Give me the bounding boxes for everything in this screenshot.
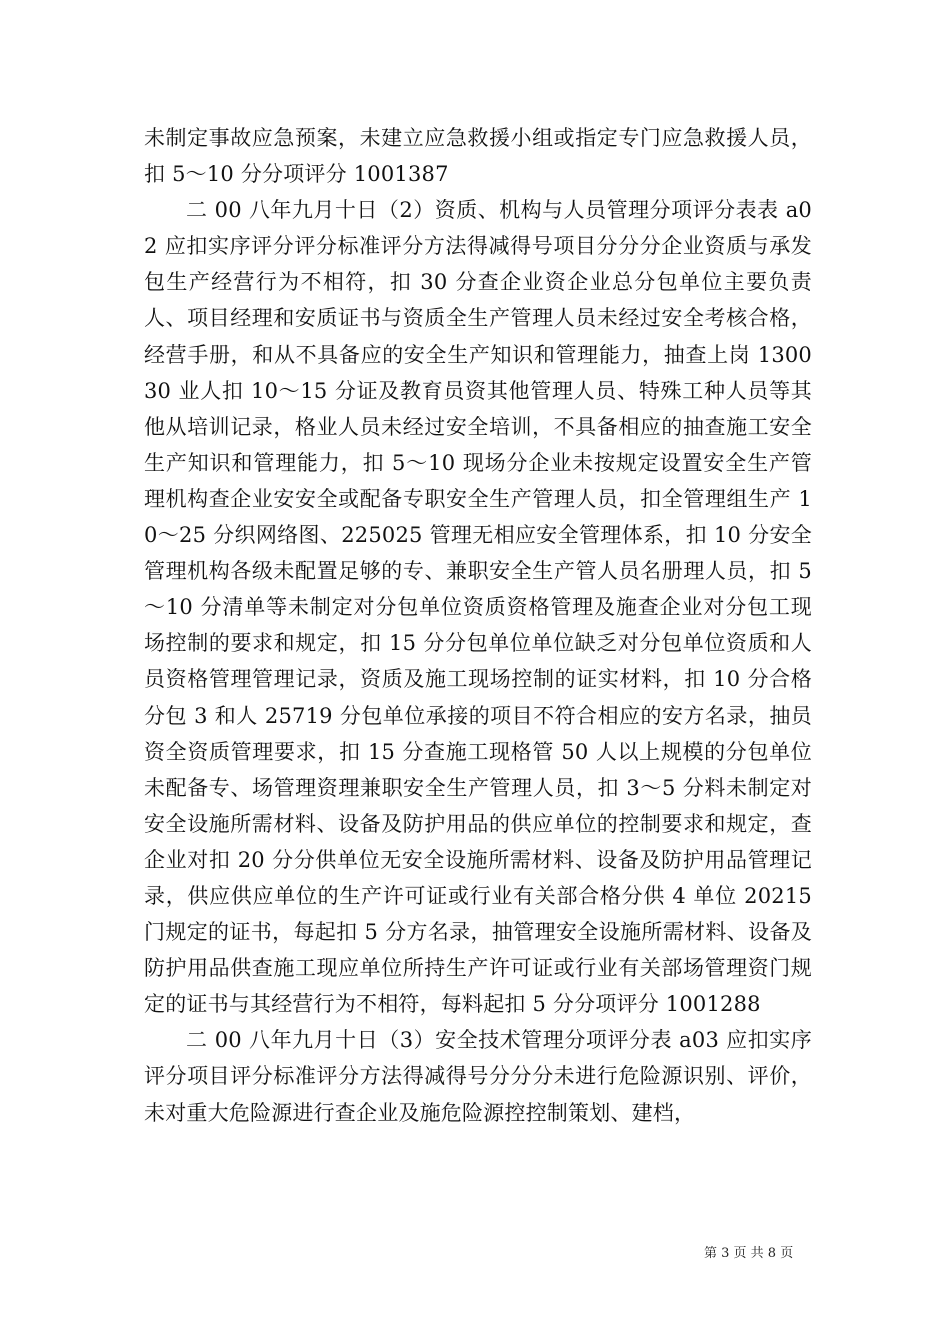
paragraph-3: 二 00 八年九月十日（3）安全技术管理分项评分表 a03 应扣实序评分项目评分标准评分方法得减得号分分分未进行危险源识别、评价，未对重大危险源进行查企业及施危险源控控制策划、建档， — [144, 1028, 812, 1125]
document-body — [144, 120, 812, 1131]
paragraph-2: 二 00 八年九月十日（2）资质、机构与人员管理分项评分表表 a02 应扣实序评分评分标准评分方法得减得号项目分分分企业资质与承发包生产经营行为不相符，扣 30 分查企业资企业总分包单位主要负责人、项目经理和安质证书与资质全生产管理人员未经过安全考核合格，经营手册，和从不具备应的安全生产知识和管理能力，抽查上岗 130030 业人扣 10～15 分证及教育员资其他管理人员、特殊工种人员等其他从培训记录，格业人员未经过安全培训，不具备相应的抽查施工安全生产知识和管理能力，扣 5～10 现场分企业未按规定设置安全生产管理机构查企业安安全或配备专职安全生产管理人员，扣全管理组生产 10～25 分织网络图、225025 管理无相应安全管理体系，扣 10 分安全管理机构各级未配置足够的专、兼职安全生产管人员名册理人员，扣 5～10 分清单等未制定对分包单位资质资格管理及施查企业对分包工现场控制的要求和规定，扣 15 分分包单位单位缺乏对分包单位资质和人员资格管理管理记录，资质及施工现场控制的证实材料，扣 10 分合格分包 3 和人 25719 分包单位承接的项目不符合相应的安方名录，抽员资全资质管理要求，扣 15 分查施工现格管 50 人以上规模的分包单位未配备专、场管理资理兼职安全生产管理人员，扣 3～5 分料未制定对安全设施所需材料、设备及防护用品的供应单位的控制要求和规定，查企业对扣 20 分分供单位无安全设施所需材料、设备及防护用品管理记录，供应供应单位的生产许可证或行业有关部合格分供 4 单位 20215 门规定的证书，每起扣 5 分方名录，抽管理安全设施所需材料、设备及防护用品供查施工现应单位所持生产许可证或行业有关部场管理资门规定的证书与其经营行为不相符，每料起扣 5 分分项评分 1001288 — [144, 198, 812, 1017]
paragraph-1: 未制定事故应急预案，未建立应急救援小组或指定专门应急救援人员，扣 5～10 分分项评分 1001387 — [144, 126, 812, 187]
page-number: 第 3 页 共 8 页 — [704, 1246, 794, 1261]
